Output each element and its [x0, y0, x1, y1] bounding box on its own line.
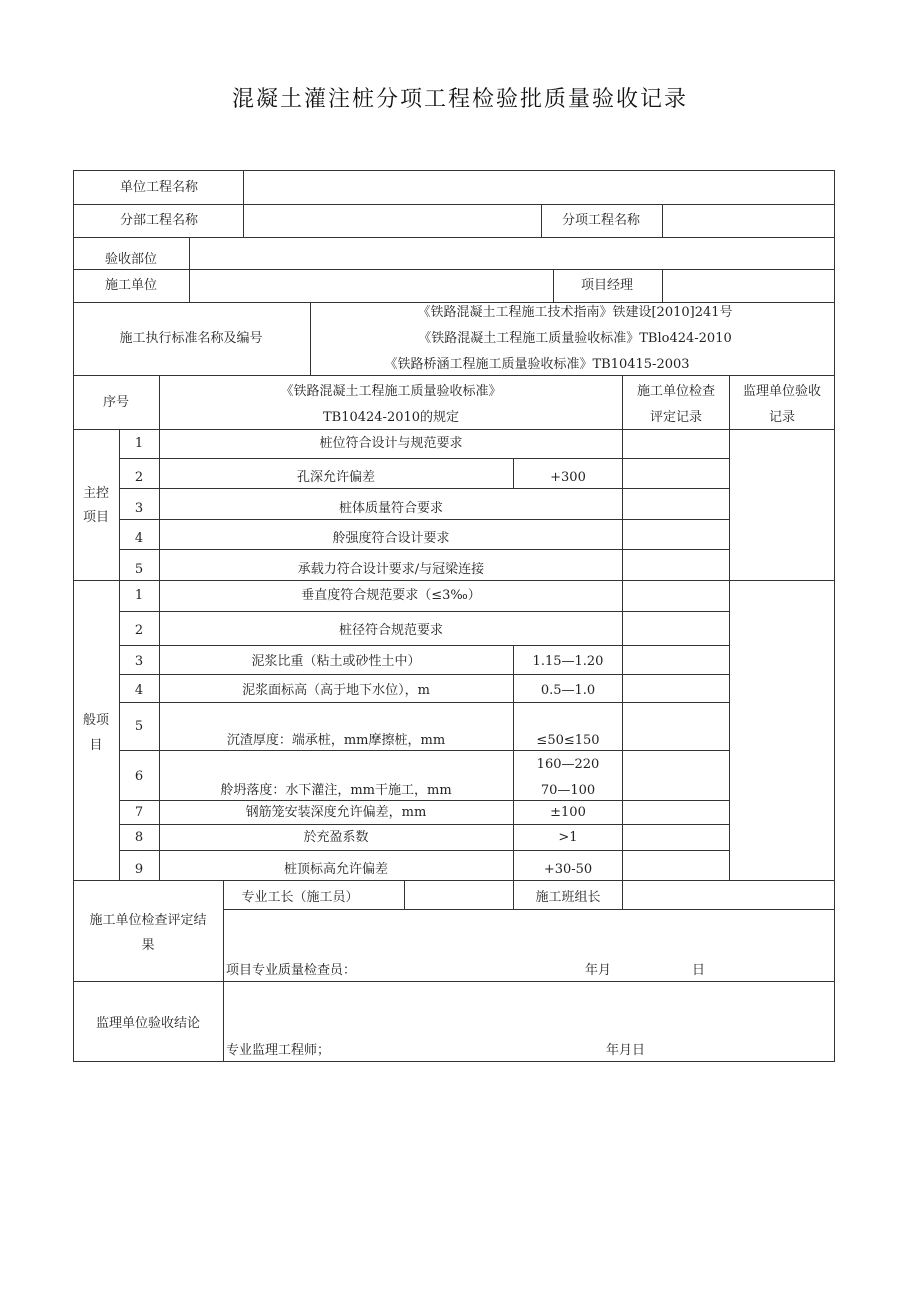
row-desc: 舲坍落度：水下灌注，mm干施工，mm	[220, 783, 452, 798]
row-value: +300	[550, 470, 586, 485]
main-control-label-2: 项目	[82, 510, 110, 525]
seq-header: 序号	[102, 395, 130, 410]
row-value: ±100	[550, 805, 586, 820]
row-desc: 桩径符合规范要求	[338, 623, 444, 638]
general-label: 般项	[82, 713, 110, 728]
team-leader-label: 施工班组长	[535, 890, 601, 905]
row-value: +30-50	[543, 862, 593, 877]
row-no: 8	[134, 830, 144, 845]
contractor-check-header-2: 评定记录	[649, 410, 703, 425]
qc-inspector-label: 项目专业质量检查员：	[226, 963, 357, 978]
row-value: 70—100	[540, 783, 596, 798]
row-desc: 泥浆比重（粘土或砂性土中）	[251, 654, 421, 669]
supervisor-conclusion-label: 监理单位验收结论	[95, 1016, 201, 1031]
row-no: 2	[134, 623, 144, 638]
unit-project-name-label: 单位工程名称	[119, 180, 199, 195]
qc-date-year-month: 年月	[585, 963, 612, 978]
foreman-label: 专业工长（施工员）	[241, 890, 359, 905]
row-desc: 钢筋笼安装深度允许偏差，mm	[245, 805, 427, 820]
contractor-result-label-2: 果	[141, 938, 155, 953]
spec-header: 《铁路混凝土工程施工质量验收标准》	[280, 384, 502, 399]
row-no: 5	[134, 719, 144, 734]
general-label-2: 目	[89, 738, 103, 753]
contractor-result-label: 施工单位检查评定结	[89, 913, 207, 928]
project-manager-label: 项目经理	[580, 278, 634, 293]
contractor-check-header: 施工单位检查	[636, 384, 716, 399]
standard-item: 《铁路混凝土工程施工质量验收标准》TBlo424-2010	[418, 331, 732, 346]
row-desc: 孔深允许偏差	[296, 470, 376, 485]
row-no: 4	[134, 683, 144, 698]
standard-label: 施工执行标准名称及编号	[119, 331, 263, 346]
row-value: 160—220	[536, 757, 600, 772]
row-no: 5	[134, 562, 144, 577]
row-desc: 舲强度符合设计要求	[332, 531, 450, 546]
row-desc: 沉渣厚度：端承桩，mm摩擦桩，mm	[226, 733, 446, 748]
row-no: 9	[134, 862, 144, 877]
construction-unit-label: 施工单位	[104, 278, 158, 293]
page-title: 混凝土灌注桩分项工程检验批质量验收记录	[231, 87, 688, 112]
standard-item: 《铁路桥涵工程施工质量验收标准》TB10415-2003	[384, 357, 690, 372]
qc-date-day: 日	[692, 963, 706, 978]
row-desc: 於充盈系数	[303, 830, 369, 845]
sub-division-name-label: 分部工程名称	[119, 213, 199, 228]
supervisor-header: 监理单位验收	[742, 384, 822, 399]
row-desc: 桩位符合设计与规范要求	[319, 436, 463, 451]
row-no: 3	[134, 654, 144, 669]
row-value: ≤50≤150	[536, 733, 600, 748]
row-no: 1	[134, 588, 144, 603]
row-no: 3	[134, 501, 144, 516]
supervisor-date: 年月日	[606, 1043, 646, 1058]
inspection-part-label: 验收部位	[104, 252, 158, 267]
row-no: 7	[134, 805, 144, 820]
row-no: 2	[134, 470, 144, 485]
sub-item-name-label: 分项工程名称	[561, 213, 641, 228]
supervisor-engineer-label: 专业监理工程师；	[226, 1043, 331, 1058]
row-no: 6	[134, 769, 144, 784]
row-desc: 承载力符合设计要求/与冠梁连接	[297, 562, 485, 577]
row-no: 1	[134, 436, 144, 451]
row-desc: 泥浆面标高（高于地下水位），m	[242, 683, 430, 698]
row-no: 4	[134, 531, 144, 546]
main-control-label: 主控	[82, 486, 110, 501]
row-value: >1	[558, 830, 578, 845]
row-desc: 桩体质量符合要求	[338, 501, 444, 516]
row-value: 1.15—1.20	[532, 654, 604, 669]
supervisor-header-2: 记录	[768, 410, 796, 425]
row-desc: 垂直度符合规范要求（≤3‰）	[301, 588, 481, 603]
spec-header-code: TB10424-2010的规定	[322, 410, 460, 425]
row-value: 0.5—1.0	[540, 683, 596, 698]
standard-item: 《铁路混凝土工程施工技术指南》铁建设[2010]241号	[417, 305, 733, 320]
row-desc: 桩顶标高允许偏差	[283, 862, 389, 877]
